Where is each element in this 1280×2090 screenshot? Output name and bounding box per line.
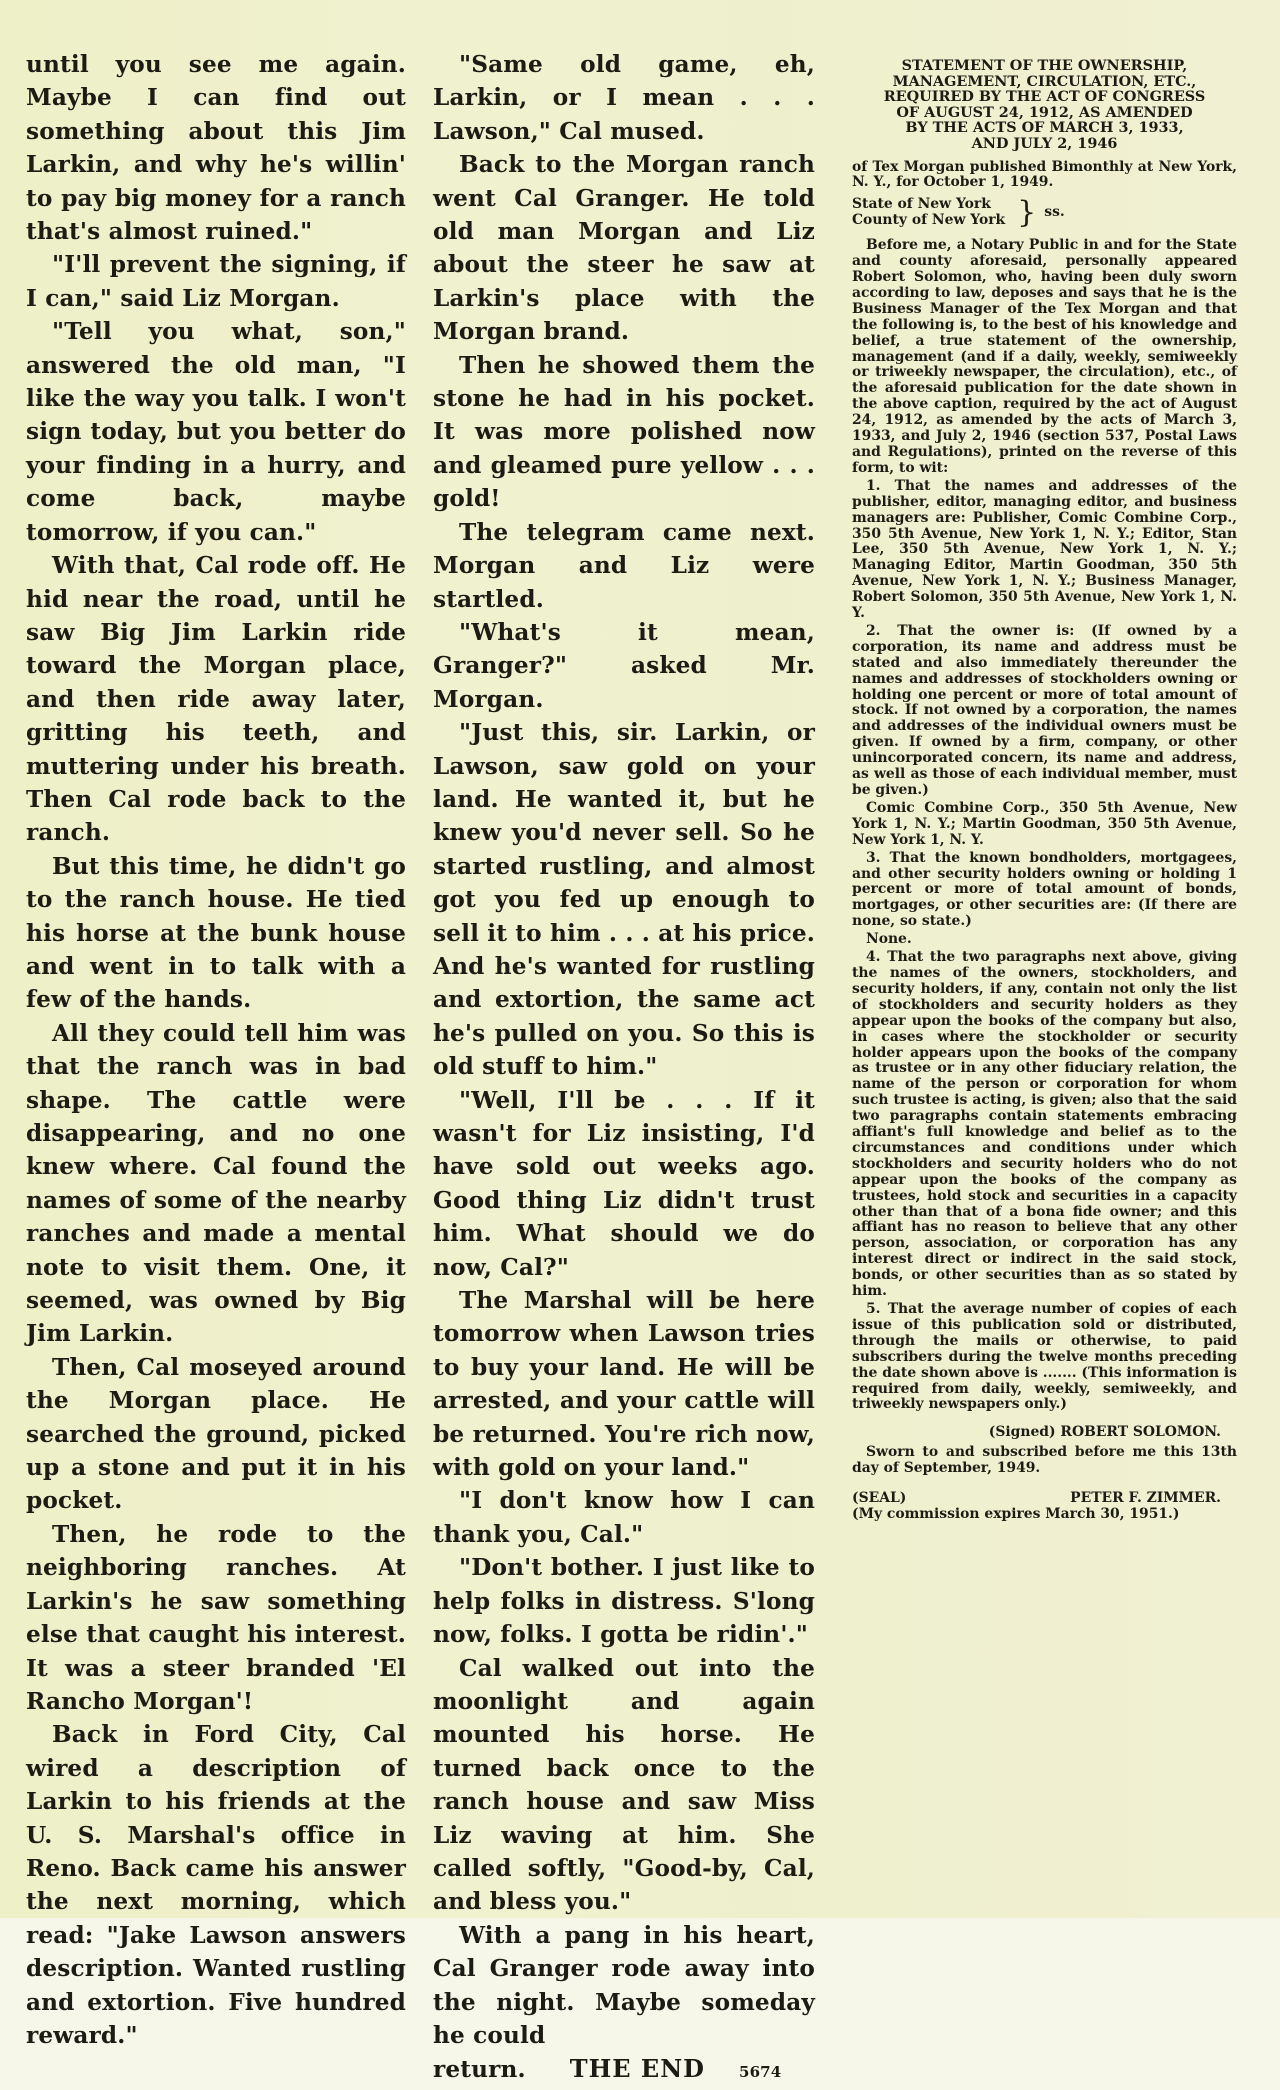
story-paragraph: "I don't know how I can thank you, Cal."	[433, 1487, 815, 1548]
county-line: County of New York	[852, 211, 1006, 228]
story-column-2	[433, 48, 815, 2090]
story-paragraph: "Don't bother. I just like to help folks in distress. S'long now, folks. I gotta be ridin'."	[433, 1554, 815, 1649]
statement-paragraph: 5. That the average number of copies of each issue of this publication sold or distributed, through the mails or otherwise, to paid subscribers during the twelve months preceding the date shown above is ....... (This information is required from daily, weekly, semiweekly, and triweekly newspapers only.)	[852, 1301, 1237, 1413]
brace-icon: }	[1017, 194, 1037, 230]
story-column-1	[26, 48, 406, 2052]
last-word: return.	[433, 2056, 526, 2084]
story-paragraph: Cal walked out into the moonlight and again mounted his horse. He turned back once to the ranch house and saw Miss Liz waving at him. She called softly, "Good-by, Cal, and bless you."	[433, 1654, 815, 1916]
commission-line: (My commission expires March 30, 1951.)	[852, 1505, 1180, 1522]
story-paragraph: With a pang in his heart, Cal Granger rode away into the night. Maybe someday he could	[433, 1921, 815, 2049]
statement-paragraph: 4. That the two paragraphs next above, giving the names of the owners, stockholders, and security holders, if any, contain not only the list of stockholders and security holders as they appear upon the books of the company but also, in cases where the stockholder or security holder appears upon the books of the company as trustee or in any other fiduciary relation, the name of the person or corporation for whom such trustee is acting, is given; also that the said two paragraphs contain statements embracing affiant's full knowledge and belief as to the circumstances and conditions under which stockholders and security holders who do not appear upon the books of the company as trustees, hold stock and securities in a capacity other than that of a bona fide owner; and this affiant has no reason to believe that any other person, association, or corporation has any interest direct or indirect in the said stock, bonds, or other securities than as so stated by him.	[852, 949, 1237, 1300]
seal-label: (SEAL)	[852, 1490, 907, 1507]
story-paragraph: Then he showed them the stone he had in his pocket. It was more polished now and gleamed pure yellow . . . gold!	[433, 351, 815, 513]
notary-name: PETER F. ZIMMER.	[1070, 1490, 1221, 1507]
page-code: 5674	[738, 2063, 782, 2082]
header-line: AND JULY 2, 1946	[971, 134, 1118, 152]
story-paragraph: The Marshal will be here tomorrow when Lawson tries to buy your land. He will be arrested, and your cattle will be returned. You're rich now, with gold on your land."	[433, 1287, 815, 1482]
header-line: STATEMENT OF THE OWNERSHIP,	[901, 57, 1188, 74]
story-paragraph: "I'll prevent the signing, if I can," said Liz Morgan.	[26, 251, 406, 312]
header-line: REQUIRED BY THE ACT OF CONGRESS	[883, 88, 1206, 106]
signature-line: (Signed) ROBERT SOLOMON.	[988, 1424, 1221, 1441]
story-paragraph: Back to the Morgan ranch went Cal Granger. He told old man Morgan and Liz about the steer he saw at Larkin's place with the Morgan brand.	[433, 151, 815, 346]
story-ending	[433, 2052, 815, 2089]
story-paragraph: All they could tell him was that the ranch was in bad shape. The cattle were disappearing, and no one knew where. Cal found the names of some of the nearby ranches and made a mental note to visit them. One, it seemed, was owned by Big Jim Larkin.	[26, 1019, 406, 1348]
story-paragraph: "What's it mean, Granger?" asked Mr. Morgan.	[433, 618, 815, 713]
seal-line	[852, 1491, 1237, 1507]
statement-intro: of Tex Morgan published Bimonthly at New York, N. Y., for October 1, 1949.	[852, 158, 1237, 191]
story-paragraph: Then, he rode to the neighboring ranches. At Larkin's he saw something else that caught his interest. It was a steer branded 'El Rancho Morgan'!	[26, 1520, 406, 1715]
story-paragraph: But this time, he didn't go to the ranch house. He tied his horse at the bunk house and went in to talk with a few of the hands.	[26, 852, 406, 1014]
statement-paragraph: 1. That the names and addresses of the publisher, editor, managing editor, and business managers are: Publisher, Comic Combine Corp., 350 5th Avenue, New York 1, N. Y.; Editor, Stan Lee, 350 5th Avenue, New York 1, N. Y.; Managing Editor, Martin Goodman, 350 5th Avenue, New York 1, N. Y.; Business Manager, Robert Solomon, 350 5th Avenue, New York 1, N. Y.	[852, 477, 1237, 622]
story-paragraph: "Well, I'll be . . . If it wasn't for Liz insisting, I'd have sold out weeks ago. Good thing Liz didn't trust him. What should we do now, Cal?"	[433, 1086, 815, 1281]
ss-label: ss.	[1044, 203, 1065, 220]
header-line: OF AUGUST 24, 1912, AS AMENDED	[896, 103, 1193, 121]
story-paragraph: "Tell you what, son," answered the old man, "I like the way you talk. I won't sign today, but you better do your finding in a hurry, and come back, maybe tomorrow, if you can."	[26, 318, 406, 546]
story-paragraph: until you see me again. Maybe I can find out something about this Jim Larkin, and why he's willin' to pay big money for a ranch that's almost ruined."	[26, 51, 406, 246]
ownership-statement	[852, 58, 1237, 1523]
statement-paragraph: 2. That the owner is: (If owned by a corporation, its name and address must be stated and also immediately thereunder the names and addresses of stockholders owning or holding one percent or more of total amount of stock. If not owned by a corporation, the names and addresses of the individual owners must be given. If owned by a firm, company, or other unincorporated concern, its name and address, as well as those of each individual member, must be given.)	[852, 622, 1237, 798]
statement-paragraph: None.	[866, 931, 912, 948]
story-paragraph: Then, Cal moseyed around the Morgan place. He searched the ground, picked up a stone and put it in his pocket.	[26, 1353, 406, 1515]
story-paragraph: "Same old game, eh, Larkin, or I mean . . . Lawson," Cal mused.	[433, 51, 815, 145]
statement-paragraph: 3. That the known bondholders, mortgagees, and other security holders owning or holding 1 percent or more of total amount of bonds, mortgages, or other securities are: (If there are none, so state.)	[852, 849, 1237, 930]
header-line: MANAGEMENT, CIRCULATION, ETC.,	[892, 72, 1197, 90]
statement-header	[852, 58, 1237, 152]
sworn-line: Sworn to and subscribed before me this 13th day of September, 1949.	[852, 1444, 1237, 1477]
story-paragraph: With that, Cal rode off. He hid near the road, until he saw Big Jim Larkin ride toward the Morgan place, and then ride away later, gritting his teeth, and muttering under his breath. Then Cal rode back to the ranch.	[26, 552, 406, 847]
the-end-label: THE END	[569, 2054, 705, 2084]
story-paragraph: "Just this, sir. Larkin, or Lawson, saw gold on your land. He wanted it, but he knew you'd never sell. So he started rustling, and almost got you fed up enough to sell it to him . . . at his price. And he's wanted for rustling and extortion, the same act he's pulled on you. So this is old stuff to him."	[433, 719, 815, 1081]
header-line: BY THE ACTS OF MARCH 3, 1933,	[905, 119, 1184, 137]
state-line: State of New York	[852, 196, 991, 213]
story-paragraph: The telegram came next. Morgan and Liz were startled.	[433, 518, 815, 613]
story-paragraph: Back in Ford City, Cal wired a description of Larkin to his friends at the U. S. Marshal's office in Reno. Back came his answer the next morning, which read: "Jake Lawson answers description. Wanted rustling and extortion. Five hundred reward."	[26, 1721, 406, 2049]
statement-paragraph: Comic Combine Corp., 350 5th Avenue, New York 1, N. Y.; Martin Goodman, 350 5th Avenue, New York 1, N. Y.	[852, 799, 1237, 848]
statement-paragraph: Before me, a Notary Public in and for the State and county aforesaid, personally appeared Robert Solomon, who, having been duly sworn according to law, deposes and says that he is the Business Manager of the Tex Morgan and that the following is, to the best of his knowledge and belief, a true statement of the ownership, management (and if a daily, weekly, semiweekly or triweekly newspaper, the circulation), etc., of the aforesaid publication for the date shown in the above caption, required by the act of August 24, 1912, as amended by the acts of March 3, 1933, and July 2, 1946 (section 537, Postal Laws and Regulations), printed on the reverse of this form, to wit:	[852, 237, 1237, 476]
venue-block	[852, 194, 1237, 230]
